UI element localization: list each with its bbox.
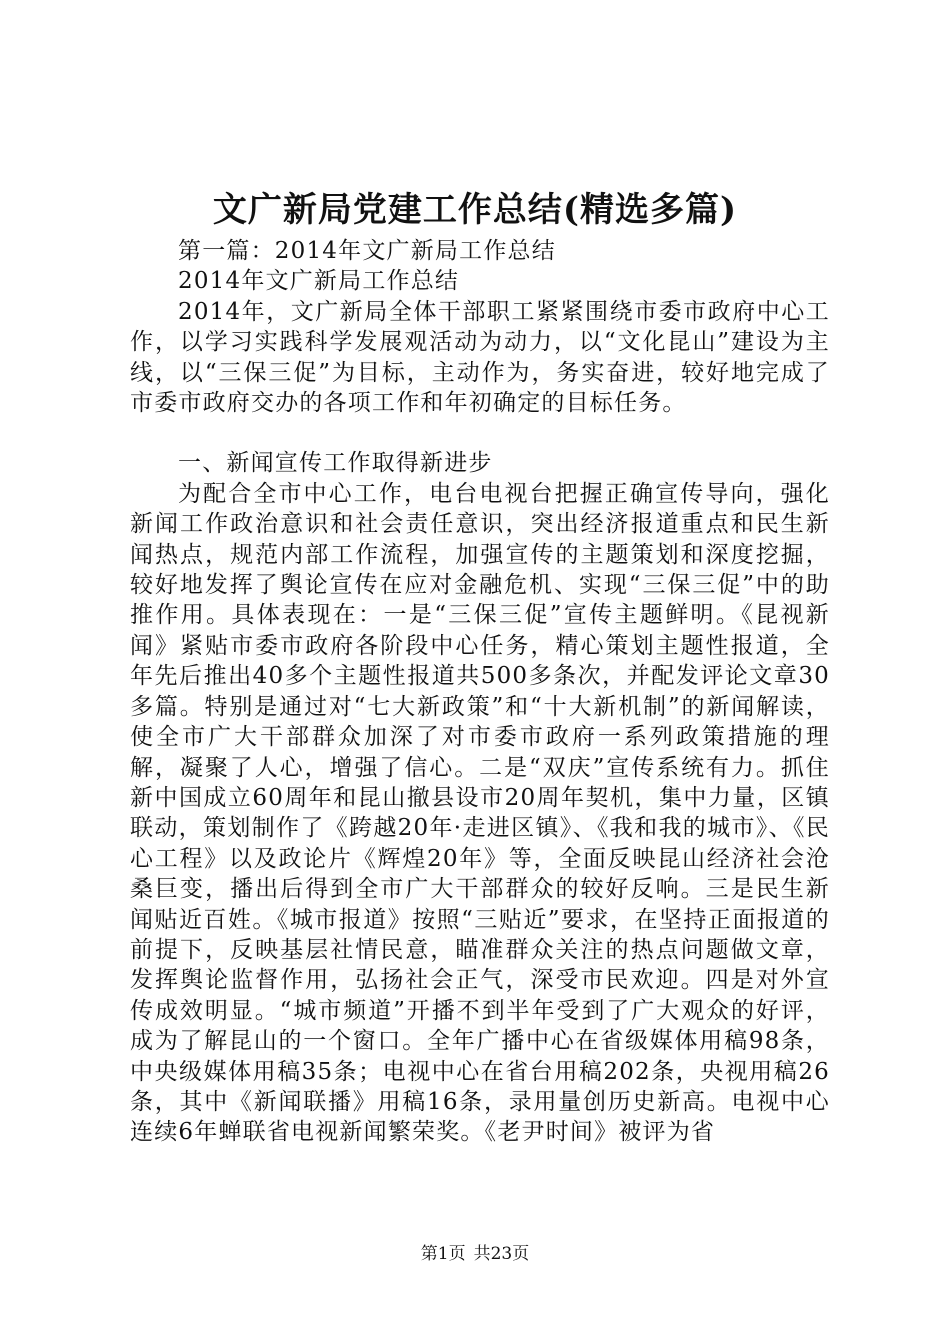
page-footer [0, 1242, 950, 1266]
sub-heading: 2014年文广新局工作总结 [178, 268, 460, 295]
page-total: 共23页 [473, 1244, 530, 1264]
document-body [130, 236, 830, 1148]
intro-paragraph: 2014年，文广新局全体干部职工紧紧围绕市委市政府中心工作，以学习实践科学发展观活动为动力，以“文化昆山”建设为主线，以“三保三促”为目标，主动作为，务实奋进，较好地完成了市委市政府交办的各项工作和年初确定的目标任务。 [130, 298, 830, 417]
section-heading: 第一篇：2014年文广新局工作总结 [178, 238, 556, 264]
document-title: 文广新局党建工作总结(精选多篇) [212, 190, 738, 230]
part-one-heading: 一、新闻宣传工作取得新进步 [178, 450, 493, 477]
page-number: 第1页 [420, 1244, 466, 1264]
part-one-paragraph: 为配合全市中心工作，电台电视台把握正确宣传导向，强化新闻工作政治意识和社会责任意识，突出经济报道重点和民生新闻热点，规范内部工作流程，加强宣传的主题策划和深度挖掘，较好地发挥了舆论宣传在应对金融危机、实现“三保三促”中的助推作用。具体表现在：一是“三保三促”宣传主题鲜明。《昆视新闻》紧贴市委市政府各阶段中心任务，精心策划主题性报道，全年先后推出40多个主题性报道共500多条次，并配发评论文章30多篇。特别是通过对“七大新政策”和“十大新机制”的新闻解读，使全市广大干部群众加深了对市委市政府一系列政策措施的理解，凝聚了人心，增强了信心。二是“双庆”宣传系统有力。抓住新中国成立60周年和昆山撤县设市20周年契机，集中力量，区镇联动，策划制作了《跨越20年·走进区镇》、《我和我的城市》、《民心工程》以及政论片《辉煌20年》等，全面反映昆山经济社会沧桑巨变，播出后得到全市广大干部群众的较好反响。三是民生新闻贴近百姓。《城市报道》按照“三贴近”要求，在坚持正面报道的前提下，反映基层社情民意，瞄准群众关注的热点问题做文章，发挥舆论监督作用，弘扬社会正气，深受市民欢迎。四是对外宣传成效明显。“城市频道”开播不到半年受到了广大观众的好评，成为了解昆山的一个窗口。全年广播中心在省级媒体用稿98条，中央级媒体用稿35条；电视中心在省台用稿202条，央视用稿26条，其中《新闻联播》用稿16条，录用量创历史新高。电视中心连续6年蝉联省电视新闻繁荣奖。《老尹时间》被评为省 [130, 480, 830, 1146]
